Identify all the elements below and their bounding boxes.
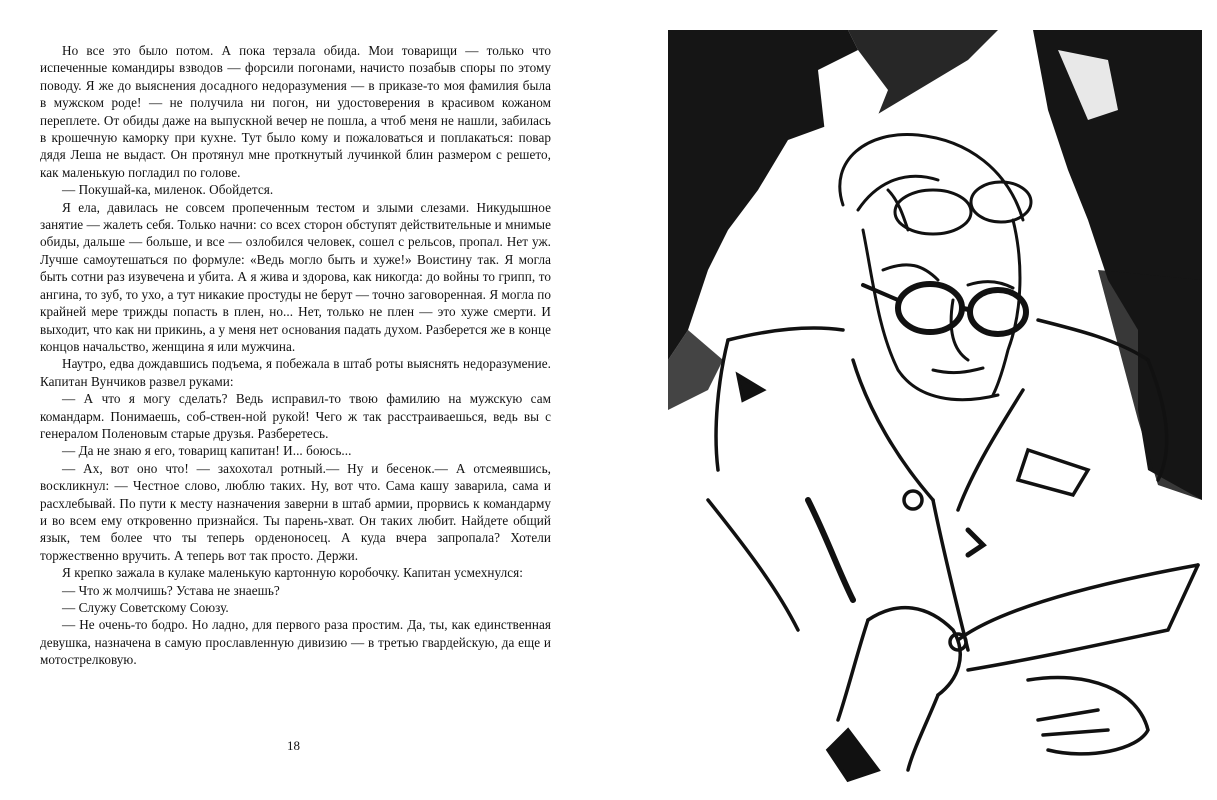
paragraph: — Что ж молчишь? Устава не знаешь?	[62, 582, 280, 598]
paragraph: — Служу Советскому Союзу.	[62, 600, 229, 615]
left-page	[0, 0, 608, 800]
paragraph: — Ах, вот оно что! — захохотал ротный.— Ну и бесенок.— А отсмеявшись, воскликнул: — Честное слово, люблю таких. Ну, вот что. Сама кашу заварила, сама и расхлебывай. По пути к месту назначения заверни в штаб армии, прорвись к командарму и во всем ему откровенно признайся. Ты парень-хват. Он таких любит. Найдете общий язык, тем более что ты теперь орденоносец. А куда вчера запропала? Хотели торжественно вручить. А теперь вот так просто. Держи.	[40, 460, 551, 563]
paragraph: — А что я могу сделать? Ведь исправил-то твою фамилию на мужскую сам командарм. Понимаешь, соб-ствен-ной рукой! Чего ж так расстраиваешься, ведь вы с генералом Поленовым старые друзья. Разберетесь.	[40, 391, 551, 441]
paragraph: — Да не знаю я его, товарищ капитан! И... боюсь...	[62, 443, 352, 459]
ink-wash-background	[668, 30, 1202, 500]
illustration-officer-reading	[668, 30, 1202, 792]
page-number: 18	[287, 738, 300, 753]
paragraph: — Покушай-ка, миленок. Обойдется.	[62, 182, 274, 198]
paragraph: Но все это было потом. А пока терзала обида. Мои товарищи — только что испеченные командиры взводов — форсили погонами, начисто позабыв споры по этому поводу. Я же до выяснения досадного недоразумения — в приказе-то моя фамилия была в мужском роде! — не получила ни погон, ни удостоверения в красивом кожаном переплете. От обиды даже на выпускной вечер не пошла, а чтоб меня не нашли, забилась в крошечную каморку при кухне. Тут было кому и пожаловаться и поплакаться: повар дядя Леша не выдаст. Он протянул мне проткнутый лучинкой блин размером с решето, как маленькую погладил по голове.	[40, 43, 551, 180]
hands-and-letter-sketch	[828, 565, 1198, 780]
head-sketch	[840, 134, 1023, 399]
body-text	[40, 42, 551, 669]
glasses-sketch	[863, 182, 1031, 334]
right-page	[608, 0, 1217, 800]
paragraph: Я крепко зажала в кулаке маленькую картонную коробочку. Капитан усмехнулся:	[62, 565, 523, 581]
paragraph: Я ела, давилась не совсем пропеченным тестом и злыми слезами. Никудышное занятие — жалеть себя. Только начни: со всех сторон обступят действительные и мнимые обиды, дальше — больше, и все — озлобился человек, сошел с рельсов, пропал. Нет уж. Лучше самоутешаться по формуле: «Ведь могло быть и хуже!» Воистину так. Я могла быть сотни раз изувечена и убита. А я жива и здорова, как никогда: до войны то грипп, то ангина, то зуб, то ухо, а тут никакие простуды не берут — точно заговоренная. Я могла по крайней мере трижды попасть в плен, но... Нет, только не плен — это хуже смерти. И выходит, что как ни прикинь, а у меня нет основания падать духом. Разберется же в конце концов начальство, женщина я или мужчина.	[40, 199, 551, 354]
paragraph: Наутро, едва дождавшись подъема, я побежала в штаб роты выяснять недоразумение. Капитан Вунчиков развел руками:	[40, 356, 551, 389]
paragraph: — Не очень-то бодро. Но ладно, для первого раза простим. Да, ты, как единственная девушка, назначена в самую прославленную дивизию — в третью гвардейскую, да еще и мотострелковую.	[40, 617, 551, 668]
